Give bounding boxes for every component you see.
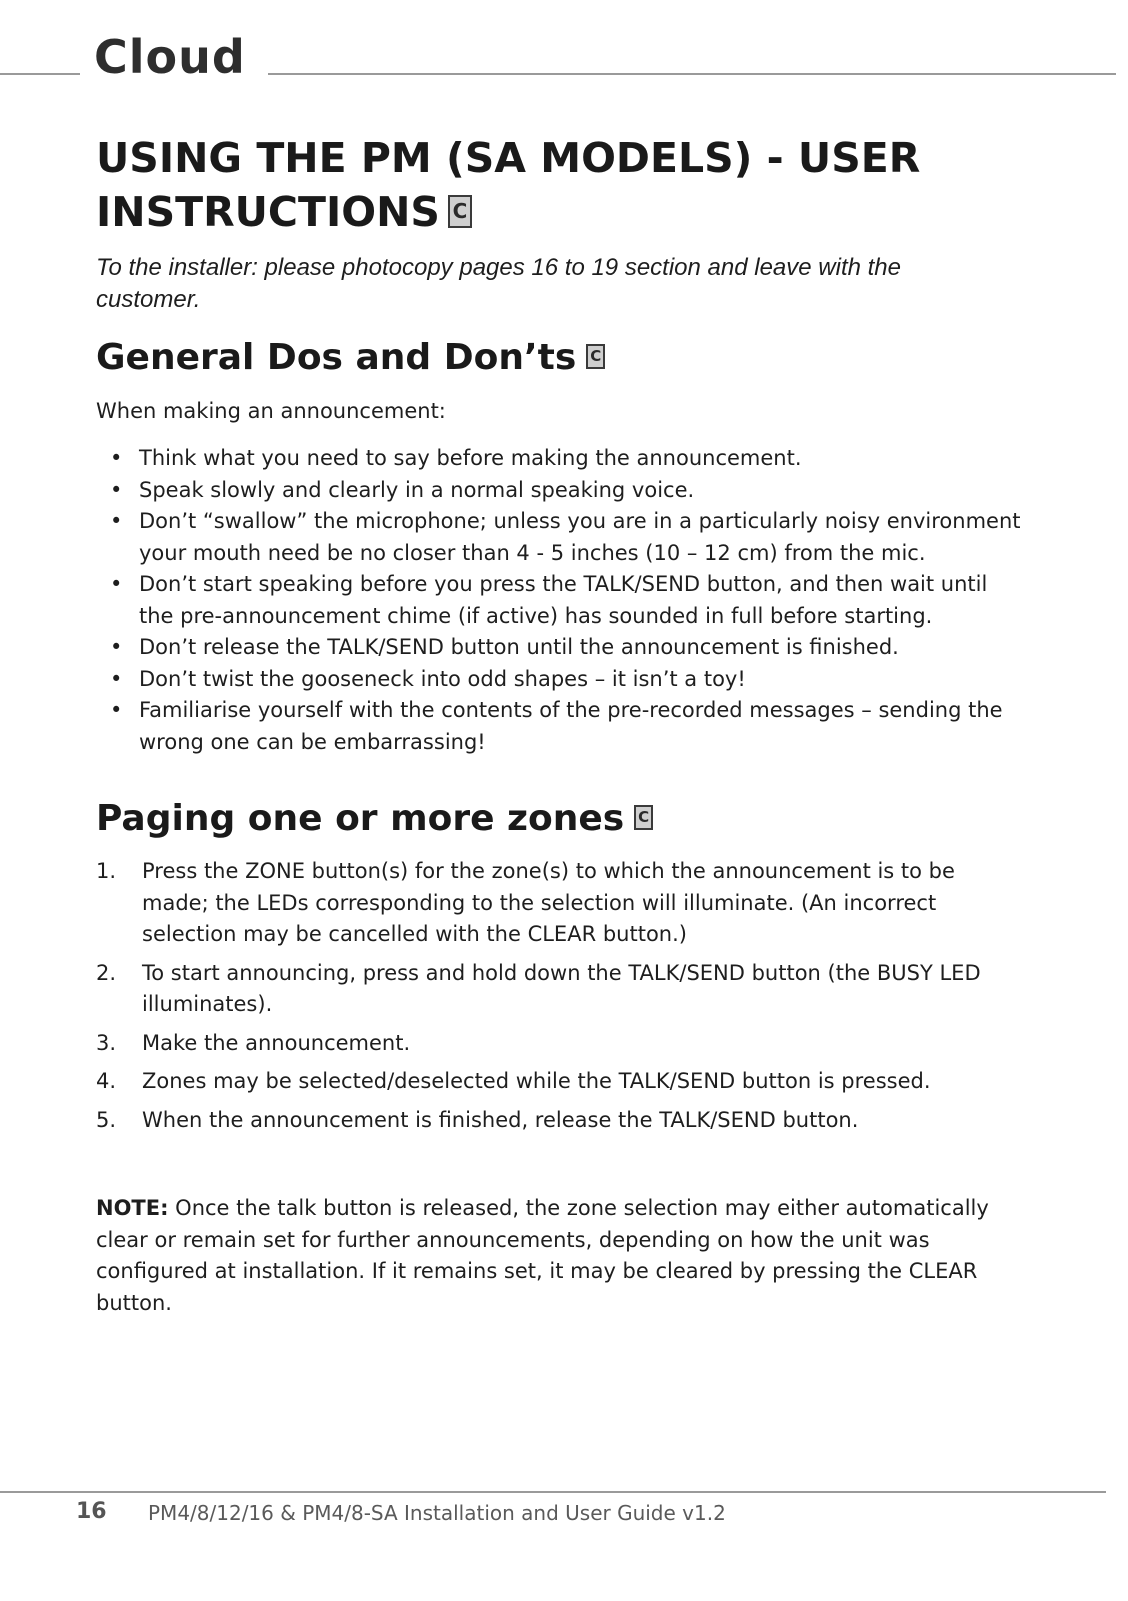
cloud-logo (94, 30, 246, 84)
list-item (96, 506, 1026, 569)
list-item (96, 475, 1026, 507)
list-item (96, 695, 1026, 758)
section-heading-paging (96, 797, 653, 841)
step-text: Make the announcement. (142, 1030, 411, 1055)
page-title-line2: INSTRUCTIONS (96, 188, 440, 236)
list-item (96, 569, 1026, 632)
step-item (96, 1066, 1016, 1098)
list-item (96, 443, 1026, 475)
dos-donts-list (96, 443, 1026, 758)
list-item-text: Don’t twist the gooseneck into odd shapes – it isn’t a toy! (139, 666, 746, 691)
section-heading-dos-donts (96, 336, 605, 380)
page-number: 16 (76, 1499, 107, 1524)
step-number: 5. (96, 1107, 117, 1132)
step-number: 3. (96, 1030, 117, 1055)
cloud-c-icon: C (634, 805, 653, 830)
header-rule-left (0, 73, 80, 75)
note-paragraph (96, 1193, 1026, 1319)
bullet-icon: • (110, 635, 123, 659)
section-heading-text: Paging one or more zones (96, 798, 625, 839)
step-text: Zones may be selected/deselected while the TALK/SEND button is pressed. (142, 1069, 931, 1093)
cloud-c-icon: C (586, 344, 605, 369)
list-item-text: Don’t “swallow” the microphone; unless you are in a particularly noisy environment your mouth need be no closer than 4 - 5 inches (10 – 12 cm) from the mic. (139, 509, 1021, 565)
list-item (96, 632, 1026, 664)
footer-guide-title: PM4/8/12/16 & PM4/8-SA Installation and User Guide v1.2 (148, 1501, 726, 1525)
note-text: Once the talk button is released, the zone selection may either automatically clear or remain set for further announcements, depending on how the unit was configured at installation. If it remains set, it may be cleared by pressing the CLEAR button. (96, 1196, 989, 1315)
bullet-icon: • (110, 446, 123, 470)
lead-text: When making an announcement: (96, 399, 446, 423)
step-number: 1. (96, 859, 117, 883)
logo-text: Cloud (94, 30, 246, 84)
list-item-text: Think what you need to say before making the announcement. (139, 446, 802, 470)
paging-steps-list (96, 856, 1016, 1143)
bullet-icon: • (110, 477, 123, 502)
list-item-text: Don’t start speaking before you press the TALK/SEND button, and then wait until the pre-announcement chime (if active) has sounded in full before starting. (139, 572, 988, 628)
installer-note: To the installer: please photocopy pages 16 to 19 section and leave with the customer. (96, 254, 901, 313)
page-title (96, 131, 996, 239)
header-rule-right (268, 73, 1116, 75)
note-label: NOTE: (96, 1196, 169, 1220)
bullet-icon: • (110, 572, 123, 596)
bullet-icon: • (110, 509, 123, 533)
list-item-text: Speak slowly and clearly in a normal speaking voice. (139, 477, 695, 502)
step-item (96, 958, 1016, 1021)
step-text: To start announcing, press and hold down the TALK/SEND button (the BUSY LED illuminates). (142, 960, 981, 1016)
step-number: 2. (96, 960, 117, 985)
step-number: 4. (96, 1069, 117, 1093)
step-item (96, 1105, 1016, 1137)
section-heading-text: General Dos and Don’ts (96, 337, 577, 378)
list-item-text: Don’t release the TALK/SEND button until the announcement is finished. (139, 635, 899, 659)
page-title-line1: USING THE PM (SA MODELS) - USER (96, 134, 921, 182)
step-item (96, 856, 1016, 951)
list-item-text: Familiarise yourself with the contents of the pre-recorded messages – sending the wrong one can be embarrassing! (139, 698, 1003, 754)
step-text: When the announcement is finished, release the TALK/SEND button. (142, 1107, 859, 1132)
footer-rule (0, 1491, 1106, 1493)
cloud-c-icon: C (448, 195, 472, 228)
bullet-icon: • (110, 666, 123, 691)
step-text: Press the ZONE button(s) for the zone(s) to which the announcement is to be made; the LEDs corresponding to the selection will illuminate. (An incorrect selection may be cancelled with the CLEAR button.) (142, 859, 955, 946)
bullet-icon: • (110, 698, 123, 722)
list-item (96, 664, 1026, 696)
step-item (96, 1028, 1016, 1060)
